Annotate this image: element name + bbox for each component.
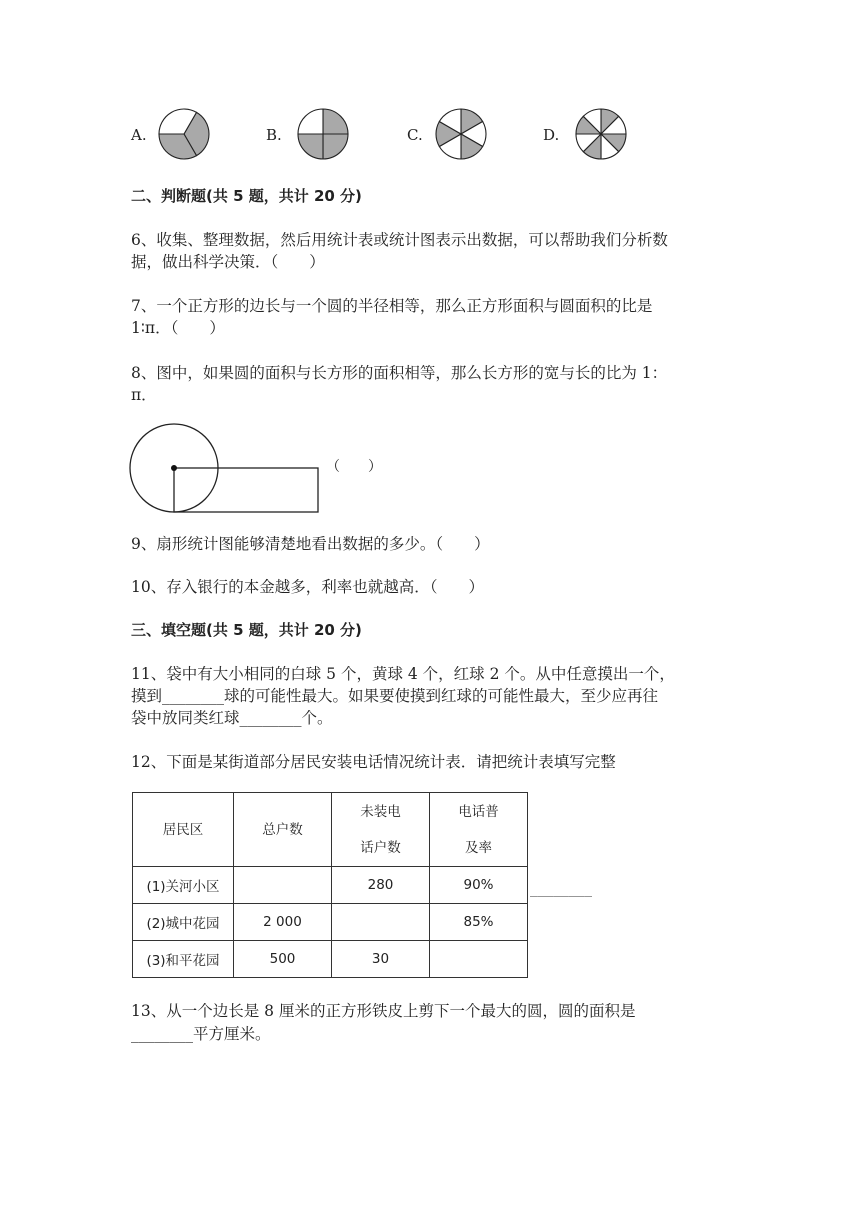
option-b-label: B. — [266, 126, 282, 144]
table-cell: 2 000 — [234, 904, 332, 941]
pie-eighths-icon — [574, 107, 628, 161]
section-3-heading: 三、填空题(共 5 题，共计 20 分) — [131, 621, 362, 639]
question-7-line2: 1∶π．（ ） — [131, 319, 225, 337]
circle-rectangle-figure — [128, 420, 328, 516]
pie-quarters-icon — [296, 107, 350, 161]
question-9-text: 9、扇形统计图能够清楚地看出数据的多少。（ ） — [131, 535, 490, 553]
pie-slice — [298, 109, 323, 134]
table-cell: (1)关河小区 — [133, 867, 234, 904]
question-12-text: 12、下面是某街道部分居民安装电话情况统计表．请把统计表填写完整 — [131, 753, 616, 771]
question-6-line1: 6、收集、整理数据，然后用统计表或统计图表示出数据，可以帮助我们分析数 — [131, 231, 668, 249]
table-row — [133, 904, 528, 941]
table-cell[interactable] — [430, 941, 528, 978]
question-8-answer-blank[interactable]: （ ） — [326, 459, 382, 475]
table-cell: 280 — [332, 867, 430, 904]
pie-sixths-icon — [434, 107, 488, 161]
phone-statistics-table — [132, 792, 528, 978]
table-row — [133, 867, 528, 904]
question-11-line1: 11、袋中有大小相同的白球 5 个，黄球 4 个，红球 2 个。从中任意摸出一个， — [131, 665, 675, 683]
table-row — [133, 941, 528, 978]
table-cell: 90% — [430, 867, 528, 904]
table-cell: (2)城中花园 — [133, 904, 234, 941]
option-d-label: D. — [543, 126, 560, 144]
question-13-line1: 13、从一个边长是 8 厘米的正方形铁皮上剪下一个最大的圆，圆的面积是 — [131, 1002, 636, 1020]
table-header-cell: 居民区 — [133, 793, 234, 867]
question-12-answer-blank[interactable]: ________ — [530, 879, 592, 897]
table-cell: 85% — [430, 904, 528, 941]
question-10-text: 10、存入银行的本金越多，利率也就越高．（ ） — [131, 578, 484, 596]
table-header-cell: 电话普 及率 — [430, 793, 528, 867]
table-cell: (3)和平花园 — [133, 941, 234, 978]
question-11-line3: 袋中放同类红球________个。 — [131, 709, 333, 727]
question-7-line1: 7、一个正方形的边长与一个圆的半径相等，那么正方形面积与圆面积的比是 — [131, 297, 653, 315]
table-cell[interactable] — [332, 904, 430, 941]
section-2-heading: 二、判断题(共 5 题，共计 20 分) — [131, 187, 362, 205]
pie-slice — [323, 134, 348, 159]
question-11-line2: 摸到________球的可能性最大。如果要使摸到红球的可能性最大，至少应再往 — [131, 687, 659, 705]
question-6-line2: 据，做出科学决策．（ ） — [131, 253, 325, 271]
question-13-line2: ________平方厘米。 — [131, 1025, 271, 1043]
option-a-label: A. — [131, 126, 147, 144]
pie-slice — [323, 109, 348, 134]
table-header-cell: 总户数 — [234, 793, 332, 867]
table-header-cell: 未装电 话户数 — [332, 793, 430, 867]
option-c-label: C. — [407, 126, 423, 144]
table-cell: 500 — [234, 941, 332, 978]
pie-slice — [298, 134, 323, 159]
table-cell: 30 — [332, 941, 430, 978]
table-cell[interactable] — [234, 867, 332, 904]
question-8-line2: π． — [131, 386, 157, 404]
pie-thirds-icon — [157, 107, 211, 161]
table-header-row — [133, 793, 528, 867]
question-8-line1: 8、图中，如果圆的面积与长方形的面积相等，那么长方形的宽与长的比为 1： — [131, 364, 668, 382]
